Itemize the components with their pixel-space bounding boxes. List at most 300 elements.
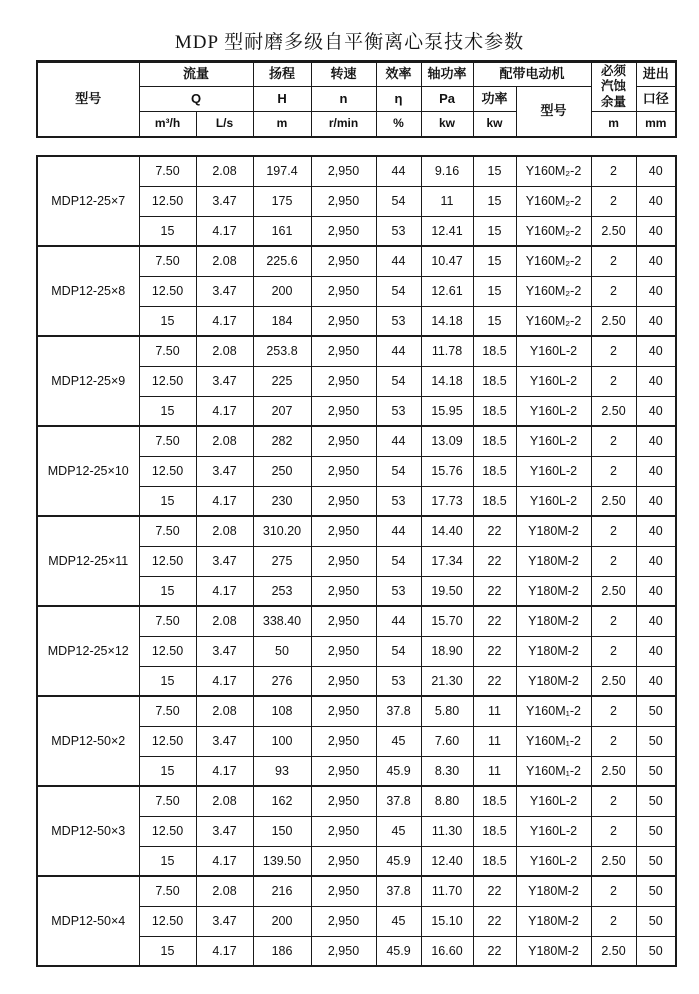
symbol-speed: n <box>311 87 376 112</box>
data-cell: 200 <box>253 906 311 936</box>
data-cell: 17.34 <box>421 546 473 576</box>
data-cell: 2,950 <box>311 336 376 366</box>
data-cell: 15 <box>139 936 196 966</box>
data-cell: 50 <box>253 636 311 666</box>
data-cell: 53 <box>376 576 421 606</box>
data-cell: 100 <box>253 726 311 756</box>
data-cell: 2,950 <box>311 726 376 756</box>
data-cell: Y160L-2 <box>516 486 591 516</box>
data-cell: 2.50 <box>591 306 636 336</box>
data-cell: Y160M₁-2 <box>516 726 591 756</box>
data-cell: 2 <box>591 246 636 276</box>
data-cell: 12.50 <box>139 726 196 756</box>
header-row-1 <box>37 62 676 87</box>
data-cell: 14.40 <box>421 516 473 546</box>
data-cell: 7.50 <box>139 246 196 276</box>
symbol-flow: Q <box>139 87 253 112</box>
data-cell: 2,950 <box>311 756 376 786</box>
data-cell: 2 <box>591 876 636 906</box>
data-cell: Y160M₂-2 <box>516 216 591 246</box>
data-cell: 50 <box>636 726 676 756</box>
data-cell: 15 <box>473 276 516 306</box>
data-cell: 45.9 <box>376 936 421 966</box>
data-cell: 40 <box>636 516 676 546</box>
pump-model-cell: MDP12-50×4 <box>37 876 139 966</box>
data-cell: 2.08 <box>196 516 253 546</box>
table-row <box>37 696 676 726</box>
data-cell: 53 <box>376 306 421 336</box>
data-cell: 3.47 <box>196 816 253 846</box>
data-cell: 50 <box>636 876 676 906</box>
data-cell: 108 <box>253 696 311 726</box>
data-cell: 186 <box>253 936 311 966</box>
data-cell: 282 <box>253 426 311 456</box>
data-cell: 4.17 <box>196 666 253 696</box>
data-cell: 2,950 <box>311 786 376 816</box>
data-cell: 53 <box>376 216 421 246</box>
data-cell: 2,950 <box>311 396 376 426</box>
data-cell: 7.50 <box>139 606 196 636</box>
data-cell: 2.08 <box>196 246 253 276</box>
data-cell: 2,950 <box>311 156 376 186</box>
data-cell: 15 <box>473 306 516 336</box>
data-cell: 2,950 <box>311 936 376 966</box>
data-cell: 2,950 <box>311 516 376 546</box>
data-cell: 216 <box>253 876 311 906</box>
data-cell: 44 <box>376 606 421 636</box>
data-cell: Y160M₂-2 <box>516 246 591 276</box>
data-cell: 2,950 <box>311 816 376 846</box>
data-cell: 40 <box>636 336 676 366</box>
data-cell: 2.08 <box>196 696 253 726</box>
table-row <box>37 426 676 456</box>
data-cell: 45 <box>376 816 421 846</box>
data-cell: 10.47 <box>421 246 473 276</box>
data-cell: 11.78 <box>421 336 473 366</box>
data-cell: 275 <box>253 546 311 576</box>
data-cell: 15 <box>139 486 196 516</box>
data-cell: 161 <box>253 216 311 246</box>
data-cell: 4.17 <box>196 756 253 786</box>
data-cell: 7.50 <box>139 156 196 186</box>
data-cell: 15 <box>473 186 516 216</box>
data-cell: Y160L-2 <box>516 846 591 876</box>
data-cell: 338.40 <box>253 606 311 636</box>
col-header-port-line2: 口径 <box>636 87 676 112</box>
pump-model-cell: MDP12-25×11 <box>37 516 139 606</box>
data-cell: 3.47 <box>196 906 253 936</box>
data-cell: 11 <box>473 756 516 786</box>
data-cell: 22 <box>473 666 516 696</box>
unit-motor-power: kw <box>473 112 516 137</box>
data-cell: 2.08 <box>196 336 253 366</box>
data-cell: Y160M₂-2 <box>516 186 591 216</box>
col-header-model: 型号 <box>37 62 139 137</box>
col-header-motor-model: 型号 <box>516 87 591 137</box>
data-cell: 15 <box>139 666 196 696</box>
data-cell: Y160M₂-2 <box>516 276 591 306</box>
data-cell: 2.50 <box>591 846 636 876</box>
data-cell: Y180M-2 <box>516 636 591 666</box>
data-cell: 50 <box>636 696 676 726</box>
data-cell: 11.70 <box>421 876 473 906</box>
data-cell: 7.60 <box>421 726 473 756</box>
data-cell: 175 <box>253 186 311 216</box>
data-cell: 44 <box>376 156 421 186</box>
data-cell: 54 <box>376 636 421 666</box>
data-cell: Y160L-2 <box>516 786 591 816</box>
data-cell: 50 <box>636 786 676 816</box>
data-cell: 253 <box>253 576 311 606</box>
data-cell: 22 <box>473 906 516 936</box>
data-cell: 4.17 <box>196 486 253 516</box>
unit-head: m <box>253 112 311 137</box>
data-cell: 7.50 <box>139 336 196 366</box>
data-cell: 40 <box>636 456 676 486</box>
data-cell: 12.50 <box>139 636 196 666</box>
pump-model-cell: MDP12-25×10 <box>37 426 139 516</box>
data-cell: 3.47 <box>196 726 253 756</box>
col-header-motor: 配带电动机 <box>473 62 591 87</box>
data-cell: 40 <box>636 186 676 216</box>
data-cell: 15.10 <box>421 906 473 936</box>
data-cell: 230 <box>253 486 311 516</box>
data-cell: 40 <box>636 426 676 456</box>
data-cell: 45 <box>376 726 421 756</box>
data-cell: 12.50 <box>139 816 196 846</box>
data-cell: 2 <box>591 816 636 846</box>
data-cell: 45.9 <box>376 846 421 876</box>
data-cell: Y180M-2 <box>516 606 591 636</box>
data-cell: 44 <box>376 246 421 276</box>
data-cell: 53 <box>376 486 421 516</box>
data-cell: 2.50 <box>591 936 636 966</box>
data-cell: 2.08 <box>196 426 253 456</box>
data-cell: 2,950 <box>311 696 376 726</box>
data-cell: 18.90 <box>421 636 473 666</box>
data-cell: 44 <box>376 426 421 456</box>
data-cell: 4.17 <box>196 576 253 606</box>
page-title: MDP 型耐磨多级自平衡离心泵技术参数 <box>174 32 525 53</box>
data-cell: 3.47 <box>196 546 253 576</box>
data-cell: 15 <box>139 396 196 426</box>
data-cell: Y160L-2 <box>516 366 591 396</box>
data-cell: 15 <box>139 846 196 876</box>
data-cell: 7.50 <box>139 516 196 546</box>
pump-model-cell: MDP12-25×9 <box>37 336 139 426</box>
data-cell: 7.50 <box>139 696 196 726</box>
data-cell: Y180M-2 <box>516 546 591 576</box>
pump-table-tbody <box>37 156 676 966</box>
data-cell: 2 <box>591 456 636 486</box>
symbol-efficiency: η <box>376 87 421 112</box>
data-cell: 44 <box>376 336 421 366</box>
data-cell: 22 <box>473 516 516 546</box>
data-cell: 18.5 <box>473 426 516 456</box>
data-cell: Y160L-2 <box>516 396 591 426</box>
data-cell: 18.5 <box>473 366 516 396</box>
data-cell: 2,950 <box>311 426 376 456</box>
data-cell: 40 <box>636 396 676 426</box>
data-cell: 12.50 <box>139 906 196 936</box>
data-cell: 2.08 <box>196 876 253 906</box>
data-cell: 9.16 <box>421 156 473 186</box>
parameter-table-header <box>36 60 677 138</box>
data-cell: 40 <box>636 576 676 606</box>
data-cell: 7.50 <box>139 786 196 816</box>
data-cell: Y180M-2 <box>516 666 591 696</box>
col-header-flow: 流量 <box>139 62 253 87</box>
data-cell: 93 <box>253 756 311 786</box>
symbol-shaft-power: Pa <box>421 87 473 112</box>
data-cell: 12.41 <box>421 216 473 246</box>
data-cell: 2.50 <box>591 576 636 606</box>
data-cell: Y160L-2 <box>516 456 591 486</box>
data-cell: 2.50 <box>591 396 636 426</box>
data-cell: 2,950 <box>311 186 376 216</box>
data-cell: 2 <box>591 516 636 546</box>
data-cell: 15 <box>473 246 516 276</box>
data-cell: 3.47 <box>196 636 253 666</box>
data-cell: 2.08 <box>196 156 253 186</box>
data-cell: 12.61 <box>421 276 473 306</box>
unit-flow-m3h: m³/h <box>139 112 196 137</box>
data-cell: 4.17 <box>196 306 253 336</box>
col-header-port-line1: 进出 <box>636 62 676 87</box>
col-header-efficiency: 效率 <box>376 62 421 87</box>
data-cell: Y180M-2 <box>516 516 591 546</box>
data-cell: 4.17 <box>196 936 253 966</box>
data-cell: 3.47 <box>196 186 253 216</box>
data-cell: 18.5 <box>473 786 516 816</box>
data-cell: 2 <box>591 366 636 396</box>
table-row <box>37 336 676 366</box>
data-cell: Y160M₂-2 <box>516 306 591 336</box>
col-header-npsh: 必须汽蚀余量 <box>591 62 636 112</box>
data-cell: 21.30 <box>421 666 473 696</box>
data-cell: 2 <box>591 276 636 306</box>
data-cell: 45.9 <box>376 756 421 786</box>
data-cell: 22 <box>473 876 516 906</box>
data-cell: 50 <box>636 906 676 936</box>
data-cell: 2,950 <box>311 366 376 396</box>
data-cell: 16.60 <box>421 936 473 966</box>
data-cell: Y180M-2 <box>516 936 591 966</box>
data-cell: 2.50 <box>591 486 636 516</box>
data-cell: 37.8 <box>376 876 421 906</box>
pump-model-cell: MDP12-25×12 <box>37 606 139 696</box>
data-cell: 50 <box>636 936 676 966</box>
data-cell: 12.40 <box>421 846 473 876</box>
pump-model-cell: MDP12-25×8 <box>37 246 139 336</box>
unit-port: mm <box>636 112 676 137</box>
data-cell: 2,950 <box>311 456 376 486</box>
unit-shaft-power: kw <box>421 112 473 137</box>
data-cell: 11.30 <box>421 816 473 846</box>
data-cell: 50 <box>636 816 676 846</box>
data-cell: Y160L-2 <box>516 336 591 366</box>
data-cell: 40 <box>636 636 676 666</box>
data-cell: 54 <box>376 456 421 486</box>
data-cell: 2.50 <box>591 216 636 246</box>
pump-model-cell: MDP12-25×7 <box>37 156 139 246</box>
data-cell: 54 <box>376 276 421 306</box>
data-cell: 15 <box>473 156 516 186</box>
data-cell: 2,950 <box>311 546 376 576</box>
data-cell: 40 <box>636 606 676 636</box>
data-cell: 2,950 <box>311 906 376 936</box>
data-cell: 50 <box>636 756 676 786</box>
data-cell: 276 <box>253 666 311 696</box>
data-cell: Y160M₁-2 <box>516 696 591 726</box>
table-row <box>37 876 676 906</box>
data-cell: 207 <box>253 396 311 426</box>
data-cell: 2,950 <box>311 246 376 276</box>
data-cell: 2.50 <box>591 666 636 696</box>
data-cell: 150 <box>253 816 311 846</box>
data-cell: 2,950 <box>311 216 376 246</box>
data-cell: 54 <box>376 366 421 396</box>
data-cell: 18.5 <box>473 396 516 426</box>
data-cell: 2 <box>591 156 636 186</box>
data-cell: 3.47 <box>196 366 253 396</box>
data-cell: 40 <box>636 546 676 576</box>
data-cell: 2 <box>591 726 636 756</box>
table-row <box>37 516 676 546</box>
data-cell: 4.17 <box>196 846 253 876</box>
data-cell: 19.50 <box>421 576 473 606</box>
data-cell: 40 <box>636 486 676 516</box>
data-cell: 7.50 <box>139 426 196 456</box>
data-cell: 162 <box>253 786 311 816</box>
table-row <box>37 156 676 186</box>
data-cell: 310.20 <box>253 516 311 546</box>
symbol-head: H <box>253 87 311 112</box>
data-cell: Y160L-2 <box>516 816 591 846</box>
data-cell: Y180M-2 <box>516 576 591 606</box>
data-cell: 40 <box>636 246 676 276</box>
data-cell: 45 <box>376 906 421 936</box>
col-header-shaft-power: 轴功率 <box>421 62 473 87</box>
data-cell: 14.18 <box>421 366 473 396</box>
data-cell: 2,950 <box>311 636 376 666</box>
data-cell: 139.50 <box>253 846 311 876</box>
data-cell: 40 <box>636 366 676 396</box>
data-cell: 13.09 <box>421 426 473 456</box>
data-cell: 18.5 <box>473 486 516 516</box>
data-cell: 2,950 <box>311 306 376 336</box>
data-cell: 15.76 <box>421 456 473 486</box>
data-cell: 2 <box>591 606 636 636</box>
data-cell: 4.17 <box>196 396 253 426</box>
data-cell: 40 <box>636 306 676 336</box>
data-cell: 50 <box>636 846 676 876</box>
data-cell: 11 <box>421 186 473 216</box>
unit-flow-ls: L/s <box>196 112 253 137</box>
col-header-head: 扬程 <box>253 62 311 87</box>
pump-model-cell: MDP12-50×2 <box>37 696 139 786</box>
data-cell: 22 <box>473 606 516 636</box>
data-cell: 11 <box>473 696 516 726</box>
data-cell: 12.50 <box>139 366 196 396</box>
data-cell: 2,950 <box>311 276 376 306</box>
pump-model-cell: MDP12-50×3 <box>37 786 139 876</box>
data-cell: 2 <box>591 696 636 726</box>
data-cell: Y160L-2 <box>516 426 591 456</box>
data-cell: 22 <box>473 636 516 666</box>
data-cell: 44 <box>376 516 421 546</box>
data-cell: 18.5 <box>473 336 516 366</box>
data-cell: Y160M₁-2 <box>516 756 591 786</box>
data-cell: 54 <box>376 186 421 216</box>
data-cell: 2,950 <box>311 876 376 906</box>
data-cell: 53 <box>376 666 421 696</box>
data-cell: 18.5 <box>473 816 516 846</box>
data-cell: 53 <box>376 396 421 426</box>
data-cell: 225 <box>253 366 311 396</box>
data-cell: 40 <box>636 666 676 696</box>
table-row <box>37 786 676 816</box>
data-cell: 2 <box>591 186 636 216</box>
data-cell: 3.47 <box>196 456 253 486</box>
data-cell: 22 <box>473 576 516 606</box>
data-cell: Y160M₂-2 <box>516 156 591 186</box>
data-cell: 2,950 <box>311 606 376 636</box>
data-cell: 8.80 <box>421 786 473 816</box>
data-cell: 197.4 <box>253 156 311 186</box>
unit-npsh: m <box>591 112 636 137</box>
data-cell: 54 <box>376 546 421 576</box>
data-cell: 15 <box>139 756 196 786</box>
data-cell: 2 <box>591 786 636 816</box>
data-cell: 4.17 <box>196 216 253 246</box>
data-cell: 15.70 <box>421 606 473 636</box>
data-cell: Y180M-2 <box>516 906 591 936</box>
data-cell: 2,950 <box>311 486 376 516</box>
unit-speed: r/min <box>311 112 376 137</box>
data-cell: 5.80 <box>421 696 473 726</box>
data-cell: 200 <box>253 276 311 306</box>
data-cell: 12.50 <box>139 186 196 216</box>
data-cell: 2.08 <box>196 606 253 636</box>
data-cell: 12.50 <box>139 546 196 576</box>
data-cell: 37.8 <box>376 786 421 816</box>
data-cell: 2,950 <box>311 576 376 606</box>
data-cell: 2,950 <box>311 846 376 876</box>
data-cell: 18.5 <box>473 456 516 486</box>
data-cell: 14.18 <box>421 306 473 336</box>
data-cell: 2,950 <box>311 666 376 696</box>
data-cell: 2.08 <box>196 786 253 816</box>
data-cell: 8.30 <box>421 756 473 786</box>
data-cell: 40 <box>636 216 676 246</box>
table-row <box>37 246 676 276</box>
data-cell: 15.95 <box>421 396 473 426</box>
data-cell: 2.50 <box>591 756 636 786</box>
data-cell: 2 <box>591 906 636 936</box>
parameter-table-body <box>36 155 677 967</box>
data-cell: 2 <box>591 426 636 456</box>
data-cell: 15 <box>139 216 196 246</box>
col-header-motor-power: 功率 <box>473 87 516 112</box>
data-cell: 2 <box>591 636 636 666</box>
data-cell: 15 <box>139 306 196 336</box>
data-cell: 37.8 <box>376 696 421 726</box>
data-cell: 2 <box>591 336 636 366</box>
data-cell: 12.50 <box>139 276 196 306</box>
data-cell: 253.8 <box>253 336 311 366</box>
data-cell: 40 <box>636 156 676 186</box>
